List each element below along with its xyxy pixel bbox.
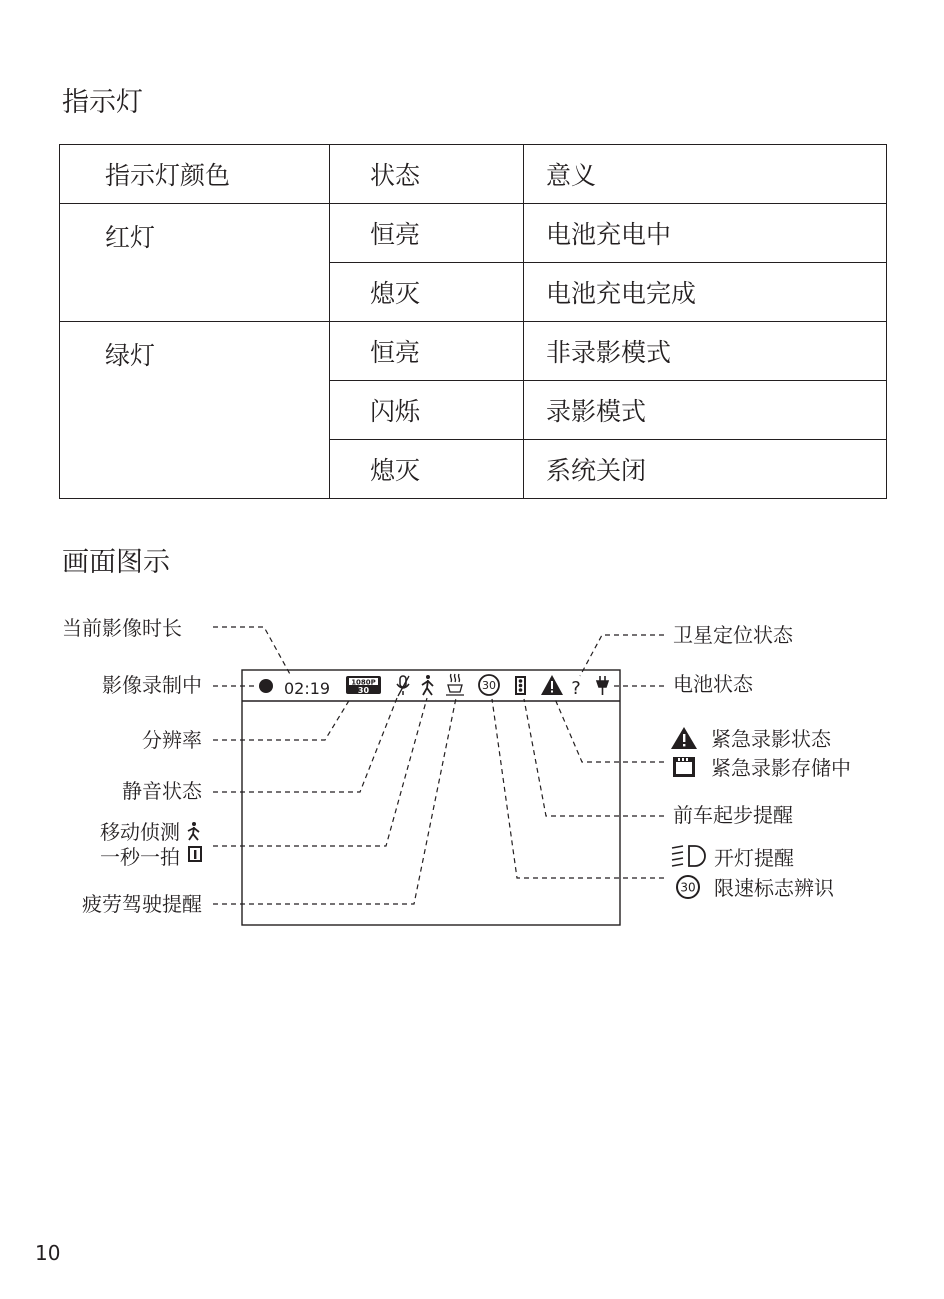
leader-front-car	[524, 699, 664, 816]
traffic-light-icon	[515, 676, 526, 695]
indicator-section-title: 指示灯	[62, 87, 143, 118]
meaning-cell: 电池充电中	[524, 204, 887, 263]
sd-card-icon	[673, 757, 695, 777]
leader-lines	[213, 627, 664, 904]
label-front-car: 前车起步提醒	[673, 803, 793, 827]
resolution-badge-icon	[346, 676, 381, 695]
question-icon: ?	[571, 678, 581, 699]
page-number: 10	[35, 1241, 61, 1265]
leader-emergency	[555, 699, 664, 762]
legend-speed-text: 30	[680, 880, 696, 895]
meaning-cell: 录影模式	[524, 381, 887, 440]
meaning-cell: 非录影模式	[524, 322, 887, 381]
state-cell: 闪烁	[330, 381, 524, 440]
label-emergency: 紧急录影状态	[711, 727, 831, 751]
header-meaning: 意义	[524, 145, 887, 204]
time-readout: 02:19	[284, 679, 331, 698]
leader-speed-sign	[492, 699, 664, 878]
speed-limit-icon	[479, 675, 499, 695]
meaning-cell: 电池充电完成	[524, 263, 887, 322]
label-recording: 影像录制中	[102, 673, 202, 697]
label-oneshot: 一秒一拍	[100, 845, 180, 869]
label-fatigue: 疲劳驾驶提醒	[82, 892, 202, 916]
label-speed-sign: 限速标志辨识	[714, 876, 834, 900]
leader-duration	[213, 627, 291, 676]
label-gps: 卫星定位状态	[673, 623, 793, 647]
label-motion: 移动侦测	[100, 820, 180, 844]
warning-triangle-icon	[541, 675, 563, 695]
resolution-bottom-text: 30	[357, 686, 370, 695]
header-color: 指示灯颜色	[60, 145, 330, 204]
headlight-icon	[672, 846, 705, 866]
leader-motion	[213, 698, 427, 846]
one-shot-icon	[188, 846, 202, 862]
label-resolution: 分辨率	[142, 728, 202, 752]
label-battery: 电池状态	[673, 672, 753, 696]
warning-triangle-icon	[671, 727, 697, 749]
color-red: 红灯	[60, 204, 330, 322]
leader-mute	[213, 698, 397, 792]
label-mute: 静音状态	[122, 779, 202, 803]
record-dot-icon	[259, 679, 273, 693]
plug-icon	[597, 676, 608, 695]
label-headlight: 开灯提醒	[714, 846, 794, 870]
color-green: 绿灯	[60, 322, 330, 499]
screen-frame	[242, 670, 620, 925]
screen-section-title: 画面图示	[62, 547, 170, 578]
walking-person-icon	[188, 822, 199, 840]
header-state: 状态	[330, 145, 524, 204]
coffee-cup-icon	[446, 674, 464, 695]
meaning-cell: 系统关闭	[524, 440, 887, 499]
label-emergency-saving: 紧急录影存储中	[711, 756, 851, 780]
speed-limit-icon	[677, 876, 699, 898]
leader-resolution	[213, 699, 350, 740]
speed-limit-text: 30	[482, 679, 496, 692]
state-cell: 恒亮	[330, 322, 524, 381]
resolution-top-text: 1080P	[351, 678, 376, 687]
state-cell: 恒亮	[330, 204, 524, 263]
state-cell: 熄灭	[330, 263, 524, 322]
label-duration: 当前影像时长	[62, 616, 182, 640]
mute-mic-icon	[397, 676, 409, 696]
leader-fatigue	[213, 698, 456, 904]
state-cell: 熄灭	[330, 440, 524, 499]
walking-person-icon	[422, 675, 433, 695]
